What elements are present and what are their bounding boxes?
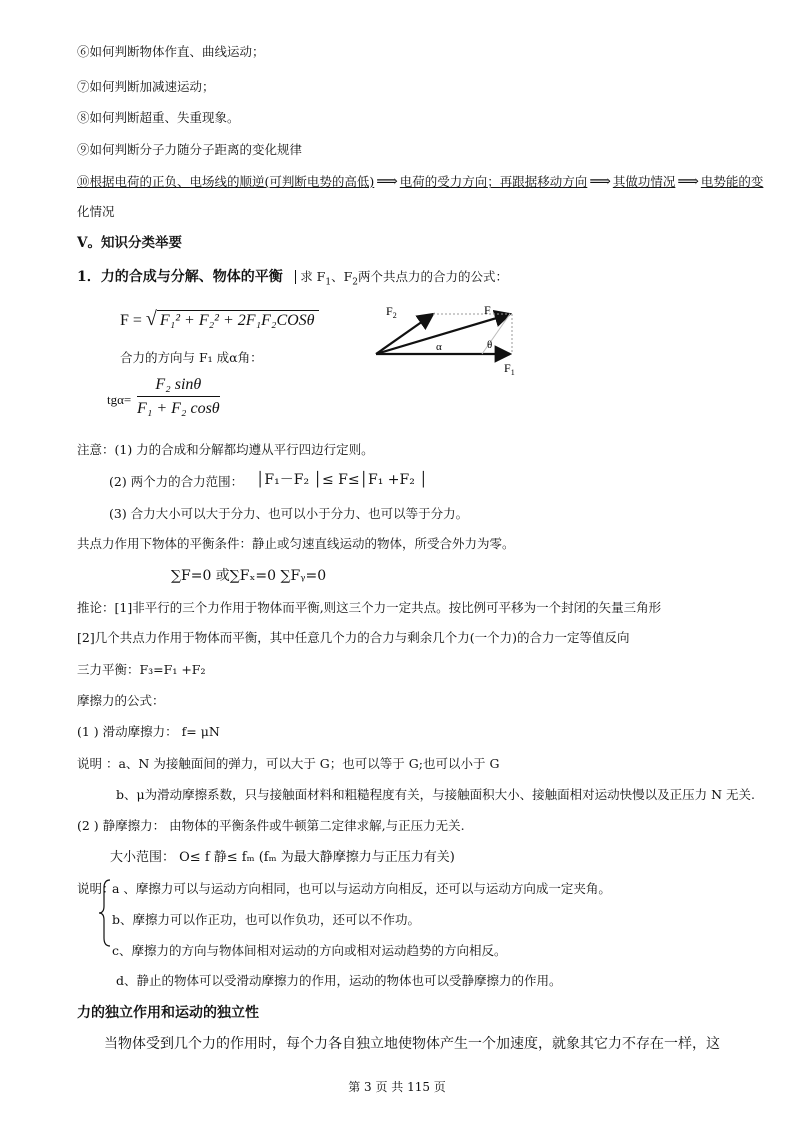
note-2-label: (2) 两个力的合力范围： — [109, 474, 244, 489]
force-diagram — [360, 296, 530, 378]
equilibrium-condition: 共点力作用下物体的平衡条件：静止或匀速直线运动的物体，所受合外力为零。 — [77, 536, 515, 551]
intro-f: 求 F — [300, 269, 326, 284]
topic1-title: 1．力的合成与分解、物体的平衡 — [77, 269, 283, 285]
label-f1: $F_1$ — [504, 361, 515, 377]
note-1: 注意：(1) 力的合成和分解都均遵从平行四边行定则。 — [77, 442, 374, 457]
intro-sub2: 2 — [352, 277, 359, 288]
tg-fraction — [137, 376, 220, 418]
equilibrium-formula: ∑F=0 或∑Fₓ=0 ∑Fᵧ=0 — [171, 568, 327, 584]
note-b: b、μ为滑动摩擦系数，只与接触面材料和粗糙程度有关，与接触面积大小、接触面相对运动快慢以及正压力 N 无关. — [116, 787, 755, 802]
resultant-formula — [120, 308, 319, 331]
tg-denominator: F₁ + F₂ cosθ — [137, 400, 220, 417]
l10-part-c: ；再跟据移动方向 — [487, 174, 588, 189]
inference-2: [2]几个共点力作用于物体而平衡，其中任意几个力的合力与剩余几个力(一个力)的合力一定等值反向 — [77, 630, 630, 645]
tg-numerator: F₂ sinθ — [137, 376, 220, 397]
l10-part-e: 电势能的变 — [700, 174, 764, 189]
static-range: 大小范围： O≤ f 静≤ fₘ (fₘ 为最大静摩擦力与正压力有关) — [110, 850, 455, 865]
l10-part-a: ⑩根据电荷的正负、电场线的顺逆(可判断电势的高低) — [77, 174, 375, 189]
note-2-formula: │F₁－F₂ │≤ F≤│F₁ +F₂ │ — [256, 472, 428, 488]
sliding-friction: (1 ) 滑动摩擦力： f= μN — [77, 724, 220, 739]
list-item-10 — [77, 172, 763, 190]
explanation-label: 说明： — [77, 881, 115, 896]
implies-arrow-2: ⟹ — [589, 172, 611, 190]
explanation-a: a 、摩擦力可以与运动方向相同，也可以与运动方向相反，还可以与运动方向成一定夹角。 — [112, 881, 611, 896]
three-force-equation: 三力平衡：F₃=F₁ +F₂ — [77, 662, 206, 677]
direction-note: 合力的方向与 F₁ 成α角： — [120, 350, 263, 365]
f2-vector — [376, 314, 433, 354]
page-footer: 第 3 页 共 115 页 — [348, 1080, 446, 1094]
label-f: F — [484, 303, 491, 317]
inference-1: 推论：[1]非平行的三个力作用于物体而平衡,则这三个力一定共点。按比例可平移为一个封闭的矢量三角形 — [77, 600, 662, 615]
tg-lhs: tgα= — [107, 392, 132, 407]
l10-part-b: 电荷的受力方向 — [399, 174, 488, 189]
explanation-c: c、摩擦力的方向与物体间相对运动的方向或相对运动趋势的方向相反。 — [112, 943, 507, 958]
note-a: 说明 ：a、N 为接触面间的弹力，可以大于 G；也可以等于 G;也可以小于 G — [77, 756, 500, 771]
l10-part-d: 其做功情况 — [612, 174, 676, 189]
intro-end: 两个共点力的合力的公式： — [358, 269, 509, 284]
explanation-d: d、静止的物体可以受滑动摩擦力的作用，运动的物体也可以受静摩擦力的作用。 — [116, 973, 562, 988]
intro-sub1: 1 — [325, 277, 332, 288]
label-f2: $F_2$ — [386, 304, 397, 320]
formula-lhs: F = — [120, 312, 142, 329]
list-item-10-cont: 化情况 — [77, 204, 115, 219]
implies-arrow-3: ⟹ — [677, 172, 699, 190]
list-item-8: ⑧如何判断超重、失重现象。 — [77, 110, 240, 125]
divider — [295, 270, 296, 284]
topic2-title: 力的独立作用和运动的独立性 — [77, 1005, 259, 1021]
list-item-9: ⑨如何判断分子力随分子距离的变化规律 — [77, 142, 303, 157]
sqrt-icon: √ — [145, 308, 157, 330]
static-friction: (2 ) 静摩擦力： 由物体的平衡条件或牛顿第二定律求解,与正压力无关. — [77, 818, 465, 833]
section-title: V。知识分类举要 — [77, 235, 182, 251]
label-alpha: α — [436, 341, 442, 353]
label-theta: θ — [487, 339, 493, 351]
note-3: (3) 合力大小可以大于分力、也可以小于分力、也可以等于分力。 — [109, 506, 469, 521]
friction-title: 摩擦力的公式： — [77, 693, 165, 708]
implies-arrow-1: ⟹ — [376, 172, 398, 190]
topic1-heading — [77, 269, 508, 288]
list-item-7: ⑦如何判断加减速运动； — [77, 79, 215, 94]
formula-radicand: F₁² + F₂² + 2F₁F₂COSθ — [157, 310, 319, 330]
topic2-body: 当物体受到几个力的作用时，每个力各自独立地使物体产生一个加速度，就象其它力不存在一样，这 — [104, 1036, 720, 1052]
intro-mid: 、F — [331, 269, 353, 284]
brace-icon — [98, 878, 112, 948]
topic1-intro — [300, 269, 509, 288]
list-item-6: ⑥如何判断物体作直、曲线运动； — [77, 44, 265, 59]
explanation-b: b、摩擦力可以作正功，也可以作负功，还可以不作功。 — [112, 912, 421, 927]
